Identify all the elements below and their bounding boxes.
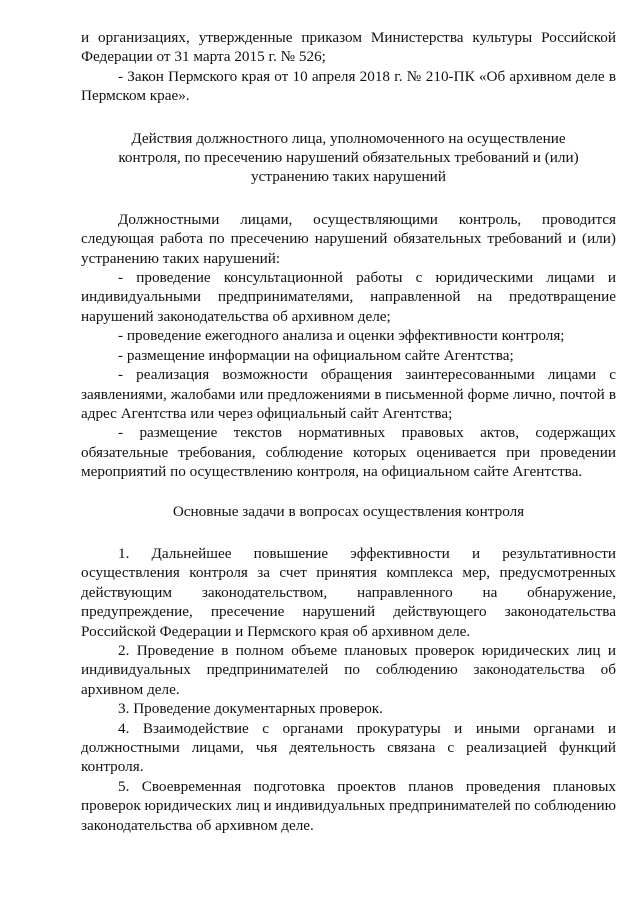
section2-heading: Основные задачи в вопросах осуществления контроля	[172, 502, 525, 520]
section1-item-4: - реализация возможности обращения заинтересованными лицами с заявлениями, жалобами или предложениями в письменной форме лично, почтой в адрес Агентства или через официальный сайт Агентства;	[81, 366, 616, 422]
section1-lead: Должностными лицами, осуществляющими контроль, проводится следующая работа по пресечению нарушений обязательных требований и (или) устранению таких нарушений:	[81, 210, 616, 267]
section2-item-3: 3. Проведение документарных проверок.	[118, 700, 383, 718]
intro-paragraph-2: - Закон Пермского края от 10 апреля 2018 г. № 210-ПК «Об архивном деле в Пермском крае».	[81, 67, 616, 105]
spacer	[81, 482, 616, 502]
spacer	[81, 521, 616, 544]
spacer	[81, 187, 616, 210]
section2-item-4: 4. Взаимодействие с органами прокуратуры и иными органами и должностными лицами, чья деятельность связана с реализацией функций контроля.	[81, 719, 616, 776]
document-body	[81, 28, 616, 835]
section2-item-5: 5. Своевременная подготовка проектов планов проведения плановых проверок юридических лиц и индивидуальных предпринимателей по соблюдению законодательства об архивном деле.	[81, 777, 617, 834]
spacer	[81, 106, 616, 129]
section1-heading: Действия должностного лица, уполномоченного на осуществление контроля, по пресечению нарушений обязательных требований и (или) устранению таких нарушений	[118, 129, 579, 186]
section1-item-5: - размещение текстов нормативных правовых актов, содержащих обязательные требования, соблюдение которых оценивается при проведении мероприятий по осуществлению контроля, на официальном сайте Агентства.	[81, 424, 616, 481]
section1-item-2: - проведение ежегодного анализа и оценки эффективности контроля;	[118, 327, 565, 345]
section1-item-1: - проведение консультационной работы с юридическими лицами и индивидуальными предпринимателями, направленной на предотвращение нарушений законодательства об архивном деле;	[81, 269, 616, 325]
intro-paragraph-1: и организациях, утвержденные приказом Министерства культуры Российской Федерации от 31 марта 2015 г. № 526;	[81, 29, 616, 66]
section1-item-3: - размещение информации на официальном сайте Агентства;	[118, 346, 514, 364]
section2-item-2: 2. Проведение в полном объеме плановых проверок юридических лиц и индивидуальных предпринимателей по соблюдению законодательства об архивном деле.	[81, 641, 616, 698]
section2-item-1: 1. Дальнейшее повышение эффективности и результативности осуществления контроля за счет принятия комплекса мер, предусмотренных действующим законодательством, направленного на обнаружение, предупреждение, пресечение нарушений действующего законодательства Российской Федерации и Пермского края об архивном деле.	[81, 544, 616, 640]
